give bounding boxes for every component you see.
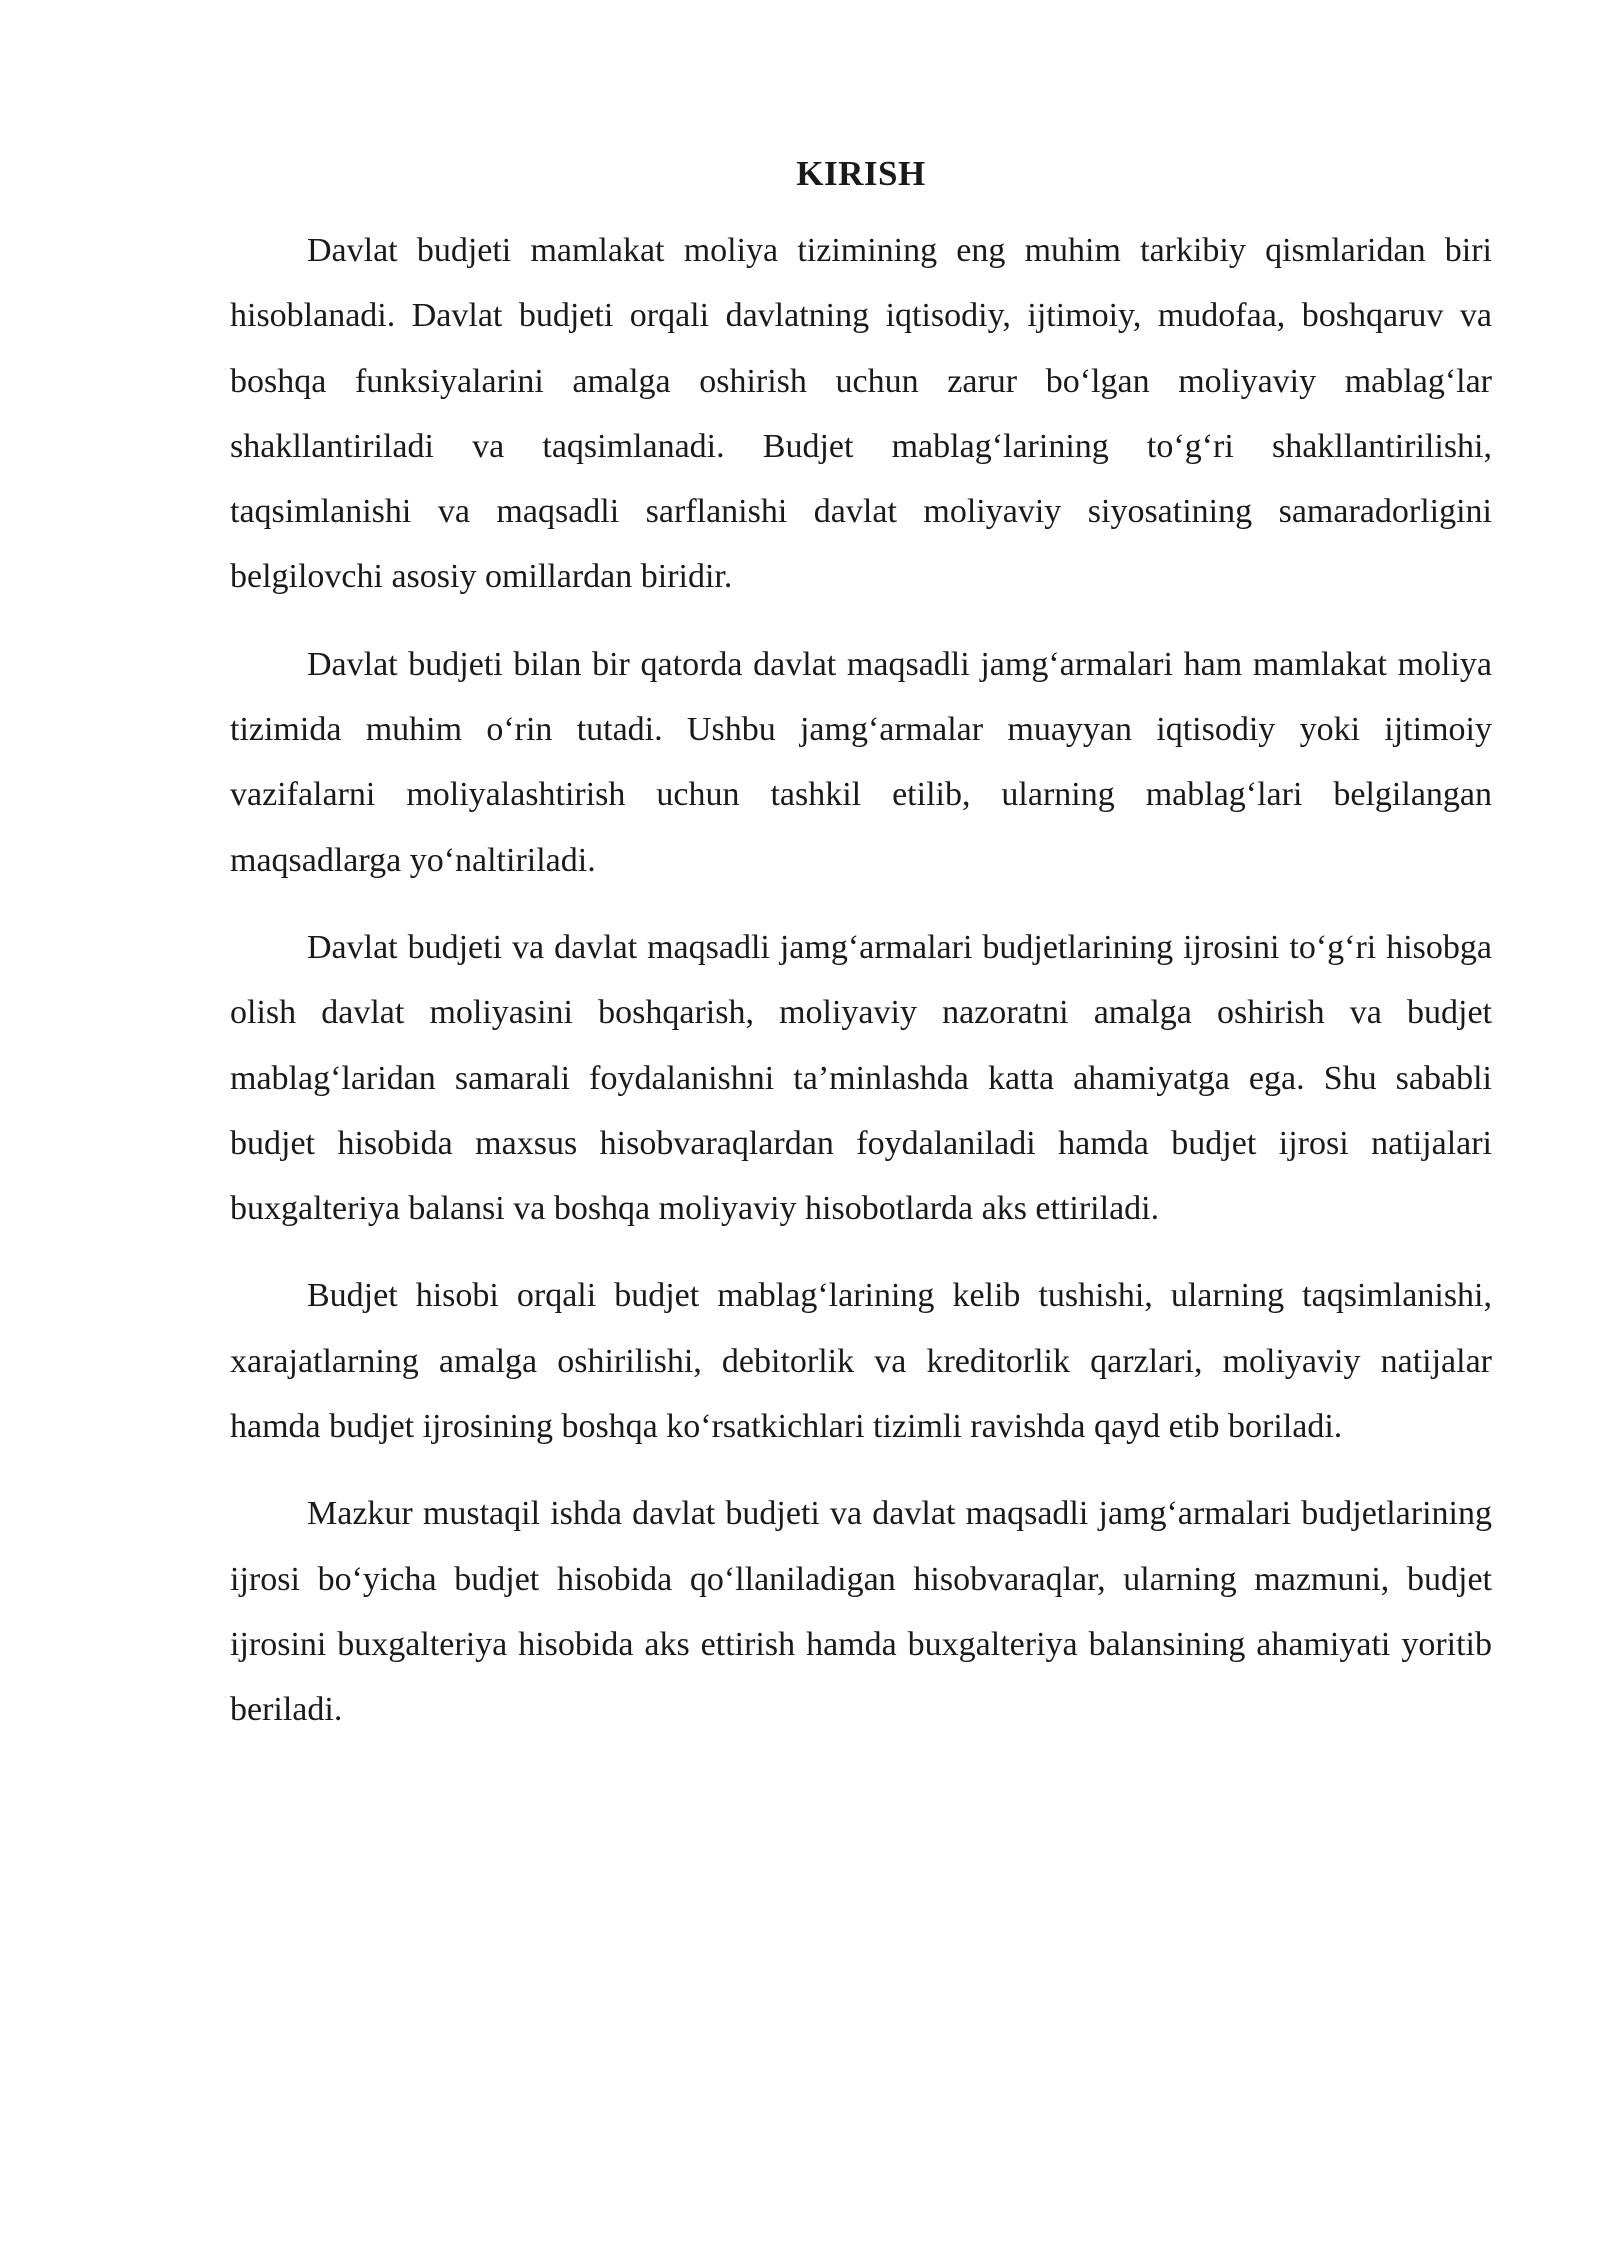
paragraph-5: Mazkur mustaqil ishda davlat budjeti va davlat maqsadli jamg‘armalari budjetlarining ijrosi bo‘yicha budjet hisobida qo‘llaniladigan hisobvaraqlar, ularning mazmuni, budjet ijrosini buxgalteriya hisobida aks ettirish hamda buxgalteriya balansining ahamiyati yoritib beriladi. [230, 1495, 1492, 1729]
paragraph-1: Davlat budjeti mamlakat moliya tizimining eng muhim tarkibiy qismlaridan biri hisoblanadi. Davlat budjeti orqali davlatning iqtisodiy, ijtimoiy, mudofaa, boshqaruv va boshqa funksiyalarini amalga oshirish uchun zarur bo‘lgan moliyaviy mablag‘lar shakllantiriladi va taqsimlanadi. Budjet mablag‘larining to‘g‘ri shakllantirilishi, taqsimlanishi va maqsadli sarflanishi davlat moliyaviy siyosatining samaradorligini belgilovchi asosiy omillardan biridir. [230, 232, 1492, 596]
paragraph-4: Budjet hisobi orqali budjet mablag‘larining kelib tushishi, ularning taqsimlanishi, xarajatlarning amalga oshirilishi, debitorlik va kreditorlik qarzlari, moliyaviy natijalar hamda budjet ijrosining boshqa ko‘rsatkichlari tizimli ravishda qayd etib boriladi. [230, 1277, 1492, 1446]
document-body [230, 148, 1492, 1765]
page-title: KIRISH [796, 154, 926, 193]
paragraph-3: Davlat budjeti va davlat maqsadli jamg‘armalari budjetlarining ijrosini to‘g‘ri hisobga olish davlat moliyasini boshqarish, moliyaviy nazoratni amalga oshirish va budjet mablag‘laridan samarali foydalanishni ta’minlashda katta ahamiyatga ega. Shu sababli budjet hisobida maxsus hisobvaraqlardan foydalaniladi hamda budjet ijrosi natijalari buxgalteriya balansi va boshqa moliyaviy hisobotlarda aks ettiriladi. [230, 928, 1492, 1228]
paragraph-2: Davlat budjeti bilan bir qatorda davlat maqsadli jamg‘armalari ham mamlakat moliya tizimida muhim o‘rin tutadi. Ushbu jamg‘armalar muayyan iqtisodiy yoki ijtimoiy vazifalarni moliyalashtirish uchun tashkil etilib, ularning mablag‘lari belgilangan maqsadlarga yo‘naltiriladi. [230, 645, 1492, 879]
